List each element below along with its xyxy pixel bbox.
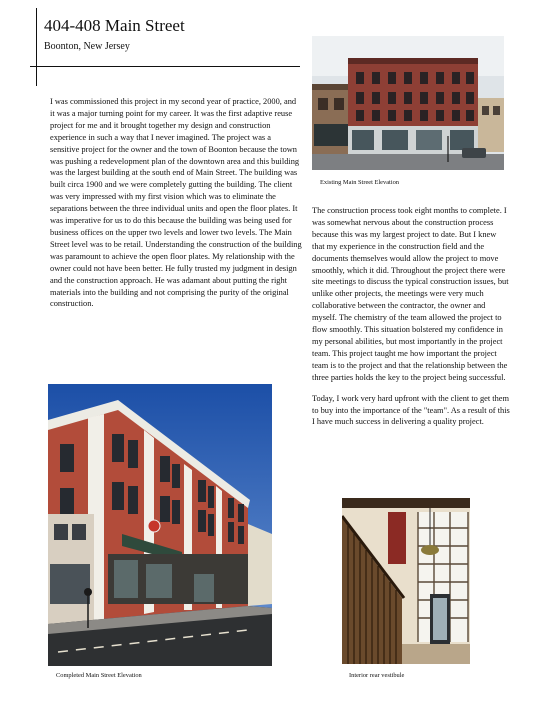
page-title: 404-408 Main Street [44, 16, 185, 35]
completed-elevation-photo [48, 384, 272, 666]
completed-elevation-caption: Completed Main Street Elevation [56, 672, 142, 679]
existing-elevation-caption: Existing Main Street Elevation [320, 179, 399, 186]
vestibule-photo [342, 498, 470, 664]
existing-elevation-photo [312, 36, 504, 170]
vestibule-caption: Interior rear vestibule [349, 672, 405, 679]
left-paragraph: I was commissioned this project in my second year of practice, 2000, and it was a major turning point for my career. It was the first adaptive reuse project for me and it brought together my design and construction experience in such a way that I never imagined. The project was a sensitive project for the owner and the town of Boonton because the town was pushing a redevelopment plan of the downtown area and this building was the largest building at the south end of Main Street. The building was built circa 1900 and we were completely gutting the building. The client was very impressed with my first vision which was to eliminate the separations between the three individual units and open the floor plates. It was imperative for us to do this because the building was being used for business offices on the upper two levels and lower two levels. The Main Street level was to be retail. Understanding the construction of the building was paramount to achieve the open floor plates. My relationship with the owner could not have been better. He fully trusted my judgment in design and the construction approach. He was adamant about putting the right materials into the building and not comprising the purity of the original construction. [50, 97, 302, 309]
right-column [312, 205, 510, 437]
right-paragraph-1: The construction process took eight months to complete. I was somewhat nervous about the construction process because this was my largest project to date. But I knew that my experience in the construction field and the documents themselves would allow the project to move smoothly, which it did. Throughout the project there were site meetings to discuss the typical construction issues, but unlike other projects, the meetings were very much collaborative between the contractor, the owner and myself. The chemistry of the team allowed the project to flow smoothly. This situation bolstered my confidence in my personal abilities, but most importantly in the project team. This project taught me how important the project team is to the project and that the relationship between the three parties holds the key to the project being successful. [312, 206, 509, 382]
header-vertical-rule [36, 8, 37, 86]
right-paragraph-2: Today, I work very hard upfront with the client to get them to buy into the importance of the "team". As a result of this I have much success in delivering a quality project. [312, 393, 510, 427]
left-column [50, 96, 302, 310]
page-subtitle: Boonton, New Jersey [44, 41, 130, 52]
header-horizontal-rule [30, 66, 300, 67]
